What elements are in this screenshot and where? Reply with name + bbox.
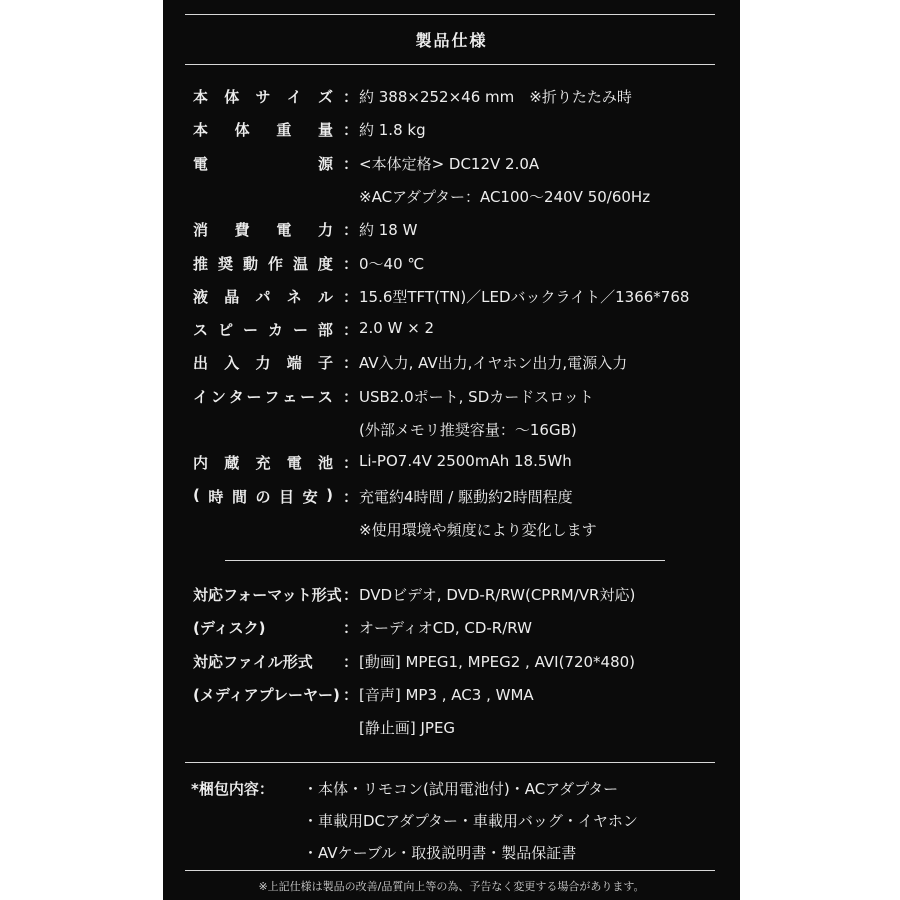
package-label: *梱包内容： bbox=[191, 780, 274, 798]
spec-label: 内 蔵 充 電 池 bbox=[193, 454, 333, 473]
spec-value: 充電約4時間 / 駆動約2時間程度 bbox=[359, 487, 573, 506]
spec-label: 対応ファイル形式 bbox=[193, 652, 313, 671]
spec-label: 消 費 電 力 bbox=[193, 221, 333, 240]
package-rule bbox=[185, 762, 715, 763]
label-separator: ： bbox=[343, 221, 359, 240]
label-separator: ： bbox=[343, 685, 359, 704]
spec-label: イ ン タ ー フ ェ ー ス bbox=[193, 387, 333, 406]
spec-value: <本体定格> DC12V 2.0A bbox=[359, 154, 540, 173]
spec-label: (メディアプレーヤー) bbox=[193, 685, 340, 704]
spec-value: USB2.0ポート, SDカードスロット bbox=[359, 387, 594, 406]
spec-value: [音声] MP3 , AC3 , WMA bbox=[359, 685, 534, 704]
label-separator: ： bbox=[343, 88, 359, 106]
spec-value: DVDビデオ, DVD-R/RW(CPRM/VR対応) bbox=[359, 586, 636, 604]
spec-label: ス ピ ー カ ー 部 bbox=[193, 321, 333, 340]
section-divider bbox=[225, 560, 665, 561]
spec-label: 本 体 重 量 bbox=[193, 121, 333, 140]
spec-label: 出 入 力 端 子 bbox=[193, 354, 333, 373]
title-rule bbox=[185, 64, 715, 65]
spec-value: ※使用環境や頻度により変化します bbox=[359, 520, 597, 539]
package-item: ・本体・リモコン(試用電池付)・ACアダプター bbox=[303, 780, 619, 798]
label-separator: ： bbox=[343, 454, 359, 473]
spec-label: ( 時 間 の 目 安 ) bbox=[193, 485, 333, 506]
label-separator: ： bbox=[343, 154, 359, 173]
label-separator: ： bbox=[343, 287, 359, 306]
label-separator: ： bbox=[343, 586, 359, 604]
spec-value: AV入力, AV出力,イヤホン出力,電源入力 bbox=[359, 354, 628, 373]
footnote-rule bbox=[185, 870, 715, 871]
spec-value: [静止画] JPEG bbox=[359, 719, 456, 738]
spec-label: 推 奨 動 作 温 度 bbox=[193, 254, 333, 273]
spec-value: 約 1.8 kg bbox=[359, 121, 426, 140]
label-separator: ： bbox=[343, 254, 359, 273]
label-separator: ： bbox=[343, 354, 359, 373]
spec-value: ※ACアダプター：AC100～240V 50/60Hz bbox=[359, 187, 651, 206]
spec-value: 2.0 W × 2 bbox=[359, 319, 435, 338]
label-separator: ： bbox=[343, 487, 359, 506]
top-rule bbox=[185, 14, 715, 15]
footnote: ※上記仕様は製品の改善/品質向上等の為、予告なく変更する場合があります。 bbox=[258, 880, 645, 893]
spec-value: 約 18 W bbox=[359, 221, 418, 240]
spec-label: 液 晶 パ ネ ル bbox=[193, 287, 333, 306]
spec-label: (ディスク) bbox=[193, 619, 266, 638]
page-title: 製品仕様 bbox=[415, 31, 488, 50]
spec-value: 約 388×252×46 mm ※折りたたみ時 bbox=[359, 88, 632, 106]
spec-label: 電 源 bbox=[193, 154, 333, 173]
label-separator: ： bbox=[343, 387, 359, 406]
label-separator: ： bbox=[343, 321, 359, 340]
label-separator: ： bbox=[343, 652, 359, 671]
label-separator: ： bbox=[343, 619, 359, 638]
label-separator: ： bbox=[343, 121, 359, 140]
package-item: ・車載用DCアダプター・車載用バッグ・イヤホン bbox=[303, 812, 638, 830]
spec-value: 0～40 ℃ bbox=[359, 254, 425, 273]
spec-label: 対応フォーマット形式 bbox=[193, 586, 342, 604]
spec-panel bbox=[163, 0, 740, 900]
spec-value: オーディオCD, CD-R/RW bbox=[359, 619, 532, 638]
spec-value: [動画] MPEG1, MPEG2 , AVI(720*480) bbox=[359, 652, 636, 671]
spec-value: 15.6型TFT(TN)／LEDバックライト／1366*768 bbox=[359, 287, 690, 306]
spec-value: Li-PO7.4V 2500mAh 18.5Wh bbox=[359, 452, 572, 471]
spec-label: 本 体 サ イ ズ bbox=[193, 88, 333, 106]
spec-value: (外部メモリ推奨容量：～16GB) bbox=[359, 421, 577, 439]
package-item: ・AVケーブル・取扱説明書・製品保証書 bbox=[303, 844, 577, 862]
